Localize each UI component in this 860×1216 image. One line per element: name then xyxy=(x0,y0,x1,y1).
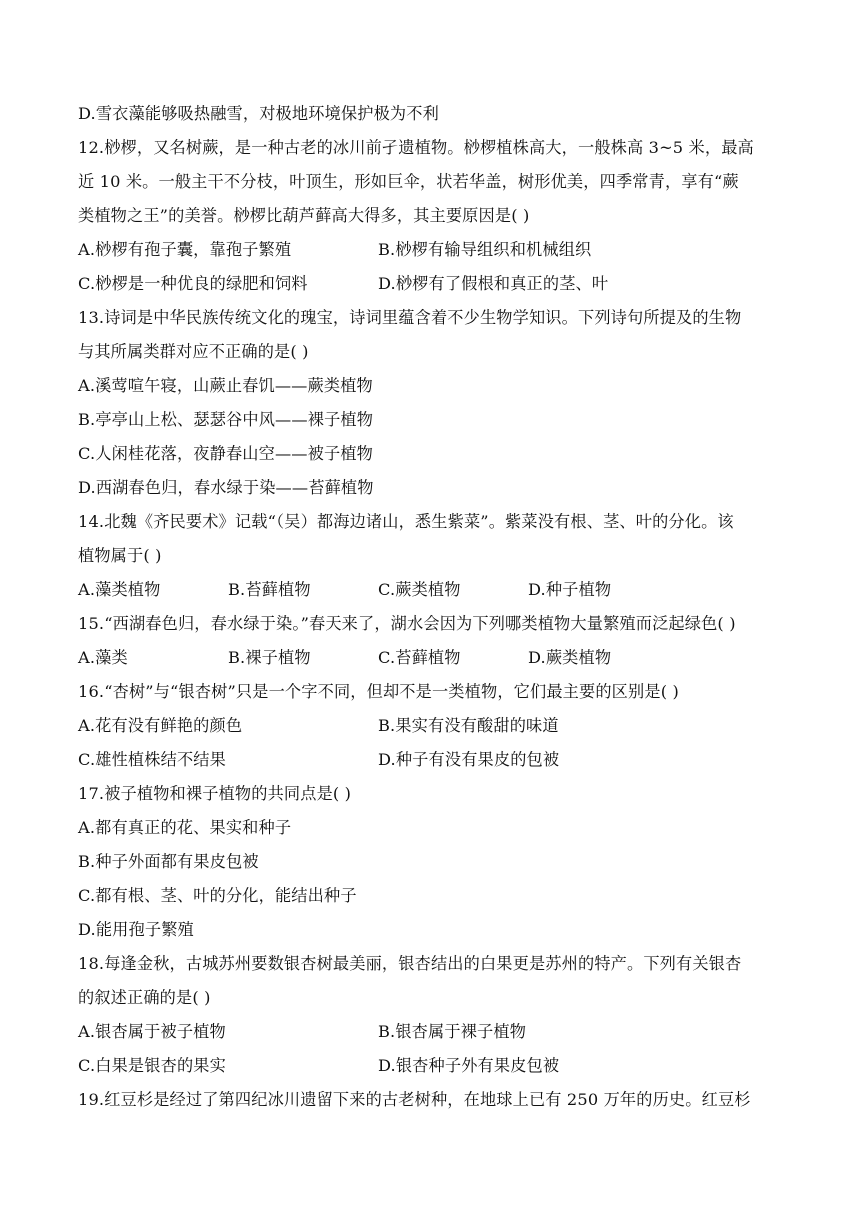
question-15-option-c: C.苔藓植物 xyxy=(378,648,461,667)
question-13-text: 13.诗词是中华民族传统文化的瑰宝，诗词里蕴含着不少生物学知识。下列诗句所提及的生物 xyxy=(78,308,742,327)
question-17-option-c: C.都有根、茎、叶的分化，能结出种子 xyxy=(78,886,357,905)
question-13-option-a: A.溪莺喧午寝，山蕨止春饥——蕨类植物 xyxy=(78,376,373,395)
question-13-option-b: B.亭亭山上松、瑟瑟谷中风——裸子植物 xyxy=(78,410,374,429)
question-14-option-a: A.藻类植物 xyxy=(78,580,161,599)
question-18-text: 18.每逢金秋，古城苏州要数银杏树最美丽，银杏结出的白果更是苏州的特产。下列有关银杏 xyxy=(78,954,742,973)
question-19-text: 19.红豆杉是经过了第四纪冰川遗留下来的古老树种，在地球上已有 250 万年的历史。红豆杉 xyxy=(78,1090,751,1109)
question-12-text: 近 10 米。一般主干不分枝，叶顶生，形如巨伞，状若华盖，树形优美，四季常青，享有“蕨 xyxy=(78,172,739,191)
question-13-option-d: D.西湖春色归，春水绿于染——苔藓植物 xyxy=(78,478,374,497)
question-16-option-c: C.雄性植株结不结果 xyxy=(78,750,226,769)
question-14-text: 植物属于( ) xyxy=(78,546,162,565)
question-17-option-a: A.都有真正的花、果实和种子 xyxy=(78,818,292,837)
question-14-option-d: D.种子植物 xyxy=(528,580,612,599)
question-13-option-c: C.人闲桂花落，夜静春山空——被子植物 xyxy=(78,444,373,463)
question-12-option-b: B.桫椤有输导组织和机械组织 xyxy=(378,240,592,259)
question-18-text: 的叙述正确的是( ) xyxy=(78,988,211,1007)
question-15-text: 15.“西湖春色归，春水绿于染。”春天来了，湖水会因为下列哪类植物大量繁殖而泛起绿色( ) xyxy=(78,614,736,633)
question-18-option-a: A.银杏属于被子植物 xyxy=(78,1022,226,1041)
question-15-option-a: A.藻类 xyxy=(78,648,128,667)
question-14-option-b: B.苔藓植物 xyxy=(228,580,311,599)
question-18-option-c: C.白果是银杏的果实 xyxy=(78,1056,226,1075)
question-15-option-d: D.蕨类植物 xyxy=(528,648,612,667)
question-15-option-b: B.裸子植物 xyxy=(228,648,311,667)
option-line: D.雪衣藻能够吸热融雪，对极地环境保护极为不利 xyxy=(78,104,439,123)
question-17-text: 17.被子植物和裸子植物的共同点是( ) xyxy=(78,784,352,803)
question-12-text: 类植物之王”的美誉。桫椤比葫芦藓高大得多，其主要原因是( ) xyxy=(78,206,530,225)
question-16-option-a: A.花有没有鲜艳的颜色 xyxy=(78,716,243,735)
question-13-text: 与其所属类群对应不正确的是( ) xyxy=(78,342,309,361)
question-12-option-a: A.桫椤有孢子囊，靠孢子繁殖 xyxy=(78,240,292,259)
question-18-option-b: B.银杏属于裸子植物 xyxy=(378,1022,527,1041)
question-12-option-c: C.桫椤是一种优良的绿肥和饲料 xyxy=(78,274,308,293)
question-14-option-c: C.蕨类植物 xyxy=(378,580,461,599)
question-12-option-d: D.桫椤有了假根和真正的茎、叶 xyxy=(378,274,609,293)
question-16-option-d: D.种子有没有果皮的包被 xyxy=(378,750,560,769)
question-12-text: 12.桫椤，又名树蕨，是一种古老的冰川前孑遗植物。桫椤植株高大，一般株高 3~5 米，最高 xyxy=(78,138,754,157)
question-18-option-d: D.银杏种子外有果皮包被 xyxy=(378,1056,560,1075)
question-14-text: 14.北魏《齐民要术》记载“（吴）都海边诸山，悉生紫菜”。紫菜没有根、茎、叶的分化。该 xyxy=(78,512,734,531)
question-16-option-b: B.果实有没有酸甜的味道 xyxy=(378,716,559,735)
question-17-option-d: D.能用孢子繁殖 xyxy=(78,920,194,939)
question-16-text: 16.“杏树”与“银杏树”只是一个字不同，但却不是一类植物，它们最主要的区别是( ) xyxy=(78,682,679,701)
question-17-option-b: B.种子外面都有果皮包被 xyxy=(78,852,259,871)
